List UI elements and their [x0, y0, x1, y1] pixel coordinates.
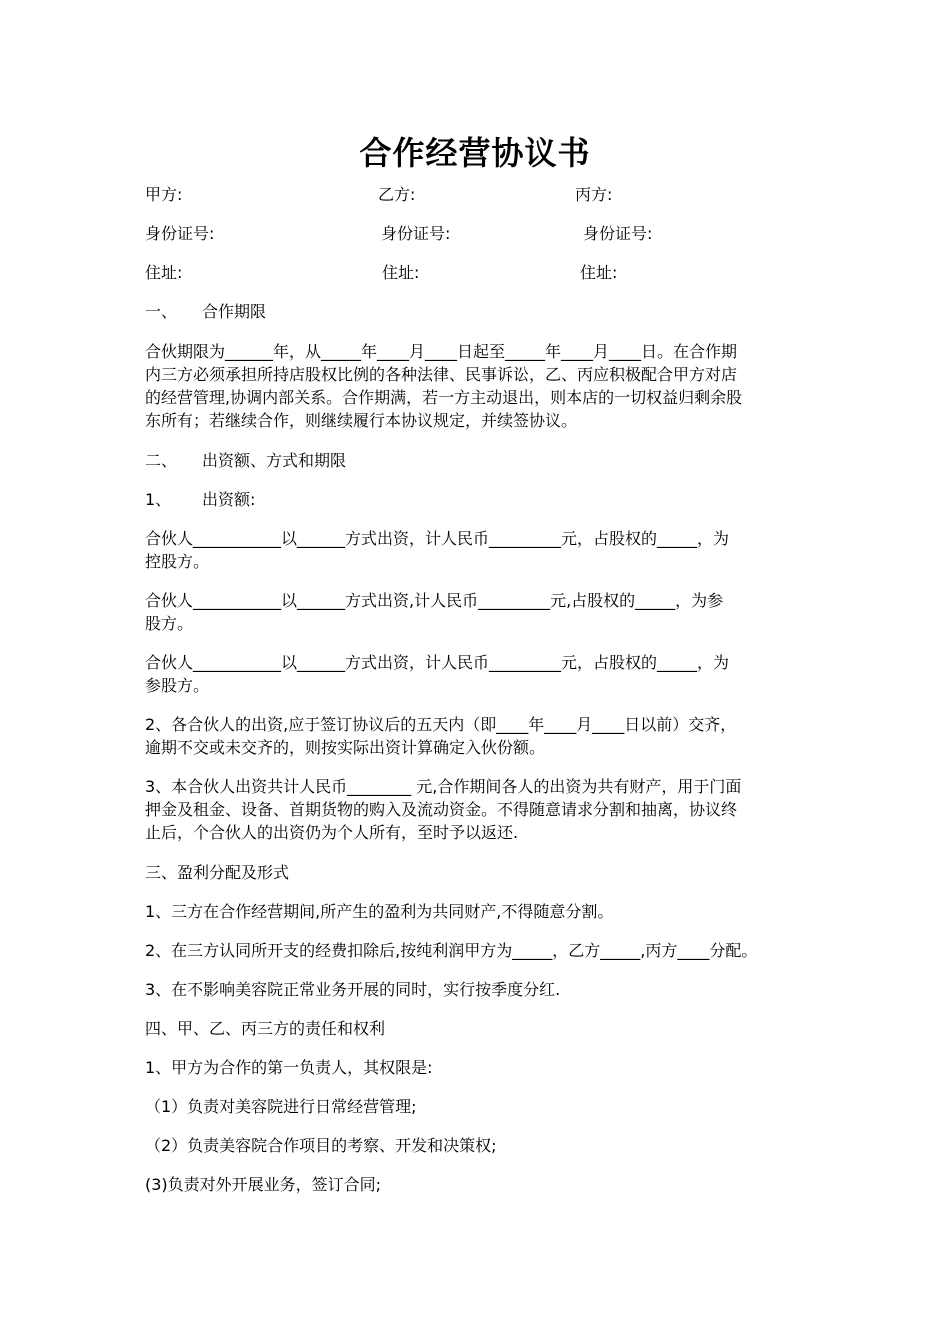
text-line: 合伙期限为______年，从_____年____月____日起至_____年____月____日。在合作期 — [145, 342, 738, 361]
party-b-id-label: 身份证号: — [381, 224, 451, 243]
section-4-sub-3: (3)负责对外开展业务，签订合同; — [145, 1175, 382, 1194]
party-c-label: 丙方: — [575, 185, 613, 204]
section-2-sub1 — [145, 488, 256, 511]
sub1-title: 出资额: — [202, 490, 256, 509]
party-a-id-label: 身份证号: — [145, 224, 215, 243]
section-1-title: 合作期限 — [202, 302, 267, 321]
text-line: 押金及租金、设备、首期货物的购入及流动资金。不得随意请求分割和抽离，协议终 — [145, 800, 738, 819]
section-3-heading: 三、盈利分配及形式 — [145, 863, 290, 882]
section-2-item-2 — [145, 713, 810, 759]
text-line: 股方。 — [145, 614, 194, 633]
partner-2-clause — [145, 589, 810, 635]
section-3-item-3: 3、在不影响美容院正常业务开展的同时，实行按季度分红. — [145, 980, 561, 999]
text-line: 合伙人___________以______方式出资，计人民币_________元，占股权的_____，为 — [145, 653, 730, 672]
section-2-item-3 — [145, 775, 810, 844]
party-c-id-label: 身份证号: — [583, 224, 653, 243]
party-b-label: 乙方: — [378, 185, 416, 204]
text-line: 2、各合伙人的出资,应于签订协议后的五天内（即____年____月____日以前）交齐， — [145, 715, 737, 734]
sub1-number: 1、 — [145, 490, 172, 509]
party-a-label: 甲方: — [145, 185, 183, 204]
party-b-address-label: 住址: — [382, 263, 420, 282]
section-3-item-1: 1、三方在合作经营期间,所产生的盈利为共同财产,不得随意分割。 — [145, 902, 614, 921]
section-4-item-1: 1、甲方为合作的第一负责人，其权限是: — [145, 1058, 433, 1077]
section-2-number: 二、 — [145, 451, 178, 470]
text-line: 控股方。 — [145, 552, 210, 571]
section-2-title: 出资额、方式和期限 — [202, 451, 347, 470]
section-4-sub-2: （2）负责美容院合作项目的考察、开发和决策权; — [145, 1136, 497, 1155]
text-line: 止后，个合伙人的出资仍为个人所有，至时予以返还. — [145, 823, 519, 842]
text-line: 逾期不交或未交齐的，则按实际出资计算确定入伙份额。 — [145, 738, 546, 757]
section-4-heading: 四、甲、乙、丙三方的责任和权利 — [145, 1019, 386, 1038]
section-4-sub-1: （1）负责对美容院进行日常经营管理; — [145, 1097, 417, 1116]
section-2-heading — [145, 449, 347, 472]
section-1-number: 一、 — [145, 302, 178, 321]
text-line: 的经营管理,协调内部关系。合作期满，若一方主动退出，则本店的一切权益归剩余股 — [145, 388, 743, 407]
text-line: 内三方必须承担所持店股权比例的各种法律、民事诉讼，乙、丙应积极配合甲方对店 — [145, 365, 738, 384]
partner-1-clause — [145, 527, 810, 573]
partner-3-clause — [145, 651, 810, 697]
text-line: 合伙人___________以______方式出资,计人民币_________元,占股权的_____，为参 — [145, 591, 724, 610]
section-1-heading — [145, 300, 267, 323]
text-line: 东所有；若继续合作，则继续履行本协议规定，并续签协议。 — [145, 411, 578, 430]
section-1-body — [145, 340, 810, 432]
text-line: 3、本合伙人出资共计人民币________ 元,合作期间各人的出资为共有财产，用于门面 — [145, 777, 742, 796]
party-c-address-label: 住址: — [580, 263, 618, 282]
party-a-address-label: 住址: — [145, 263, 183, 282]
section-3-item-2: 2、在三方认同所开支的经费扣除后,按纯利润甲方为_____，乙方_____,丙方____分配。 — [145, 941, 758, 960]
text-line: 合伙人___________以______方式出资，计人民币_________元，占股权的_____，为 — [145, 529, 730, 548]
text-line: 参股方。 — [145, 676, 210, 695]
document-title: 合作经营协议书 — [359, 134, 591, 172]
